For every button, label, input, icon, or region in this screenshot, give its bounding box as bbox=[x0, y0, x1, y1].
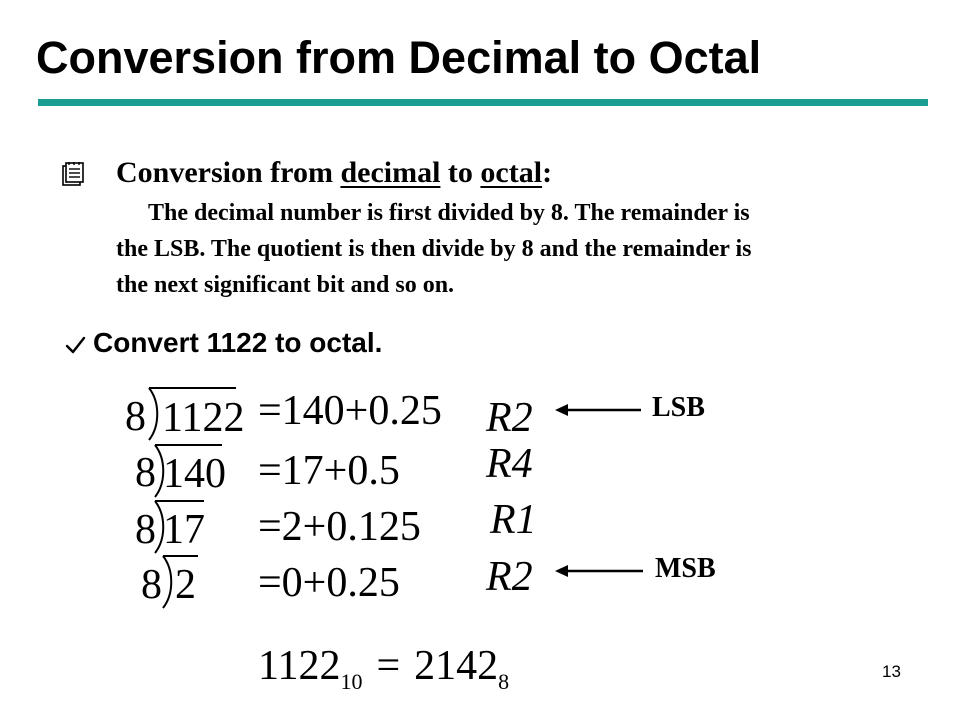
step-2-dividend: 140 bbox=[163, 451, 226, 497]
result-equals: = bbox=[376, 643, 401, 689]
step-1-remainder: R2 bbox=[486, 395, 533, 441]
step-1-dividend: 1122 bbox=[162, 395, 245, 441]
conversion-result bbox=[258, 645, 509, 693]
step-4-remainder: R2 bbox=[486, 554, 533, 600]
msb-label: MSB bbox=[655, 553, 716, 584]
slide-title: Conversion from Decimal to Octal bbox=[36, 32, 762, 83]
page-number: 13 bbox=[882, 662, 901, 681]
step-2-remainder: R4 bbox=[486, 441, 533, 487]
step-3-divisor: 8 bbox=[135, 507, 156, 553]
step-4-equation: =0+0.25 bbox=[258, 560, 400, 606]
body-line-3: the next significant bit and so on. bbox=[116, 272, 455, 298]
result-rhs-base: 8 bbox=[498, 669, 510, 694]
result-rhs: 2142 bbox=[414, 643, 499, 689]
checkmark-icon bbox=[64, 334, 86, 356]
result-lhs-base: 10 bbox=[340, 669, 363, 694]
step-3-remainder: R1 bbox=[490, 497, 537, 543]
step-4-divisor: 8 bbox=[141, 562, 162, 608]
bullet-heading bbox=[116, 155, 552, 191]
step-3-dividend: 17 bbox=[163, 507, 205, 553]
step-1-equation: =140+0.25 bbox=[258, 388, 442, 434]
heading-word-decimal: decimal bbox=[340, 156, 441, 189]
step-1-divisor: 8 bbox=[125, 394, 146, 440]
result-lhs: 1122 bbox=[258, 643, 341, 689]
step-3-equation: =2+0.125 bbox=[258, 504, 421, 550]
step-4-dividend: 2 bbox=[175, 562, 196, 608]
heading-prefix: Conversion from bbox=[116, 156, 341, 189]
heading-word-octal: octal bbox=[480, 156, 543, 189]
title-underline-rule bbox=[38, 99, 928, 106]
heading-suffix: : bbox=[542, 156, 553, 189]
lsb-label: LSB bbox=[652, 392, 705, 423]
body-line-2: the LSB. The quotient is then divide by 8 and the remainder is bbox=[116, 236, 752, 262]
body-line-1: The decimal number is first divided by 8. The remainder is bbox=[148, 200, 750, 226]
step-2-equation: =17+0.5 bbox=[258, 448, 400, 494]
notepad-icon bbox=[60, 161, 86, 187]
step-2-divisor: 8 bbox=[135, 450, 156, 496]
task-text: Convert 1122 to octal. bbox=[93, 327, 383, 358]
msb-left-arrow-icon bbox=[555, 564, 643, 578]
heading-mid: to bbox=[440, 156, 481, 189]
lsb-left-arrow-icon bbox=[555, 403, 641, 417]
